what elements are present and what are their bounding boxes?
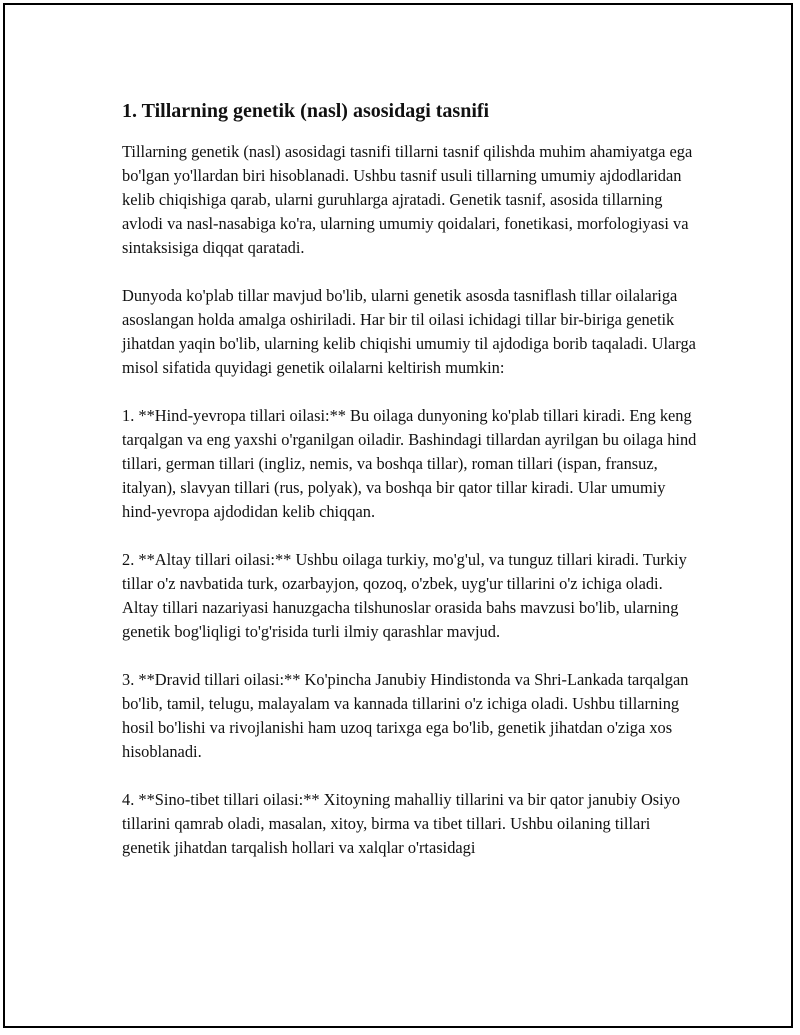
paragraph-altaic: 2. **Altay tillari oilasi:** Ushbu oilaga turkiy, mo'g'ul, va tunguz tillari kiradi. Turkiy tillar o'z navbatida turk, ozarbayjon, qozoq, o'zbek, uyg'ur tillarini o'z ichiga oladi. Altay tillari nazariyasi hanuzgacha tilshunoslar orasida bahs mavzusi bo'lib, ularning genetik bog'liqligi to'g'risida turli ilmiy qarashlar mavjud. (122, 550, 687, 641)
paragraph-sino-tibetan: 4. **Sino-tibet tillari oilasi:** Xitoyning mahalliy tillarini va bir qator janubiy Osiyo tillarini qamrab oladi, masalan, xitoy, birma va tibet tillari. Ushbu oilaning tillari genetik jihatdan tarqalish hollari va xalqlar o'rtasidagi (122, 790, 681, 857)
document-body (122, 98, 702, 884)
section-heading: 1. Tillarning genetik (nasl) asosidagi tasnifi (122, 100, 490, 122)
paragraph-intro: Tillarning genetik (nasl) asosidagi tasnifi tillarni tasnif qilishda muhim ahamiyatga ega bo'lgan yo'llardan biri hisoblanadi. Ushbu tasnif usuli tillarning umumiy ajdodlaridan kelib chiqishiga qarab, ularni guruhlarga ajratadi. Genetik tasnif, asosida tillarning avlodi va nasl-nasabiga ko'ra, ularning umumiy qoidalari, fonetikasi, morfologiyasi va sintaksisiga diqqat qaratadi. (122, 142, 693, 257)
paragraph-families-overview: Dunyoda ko'plab tillar mavjud bo'lib, ularni genetik asosda tasniflash tillar oilalariga asoslangan holda amalga oshiriladi. Har bir til oilasi ichidagi tillar bir-biriga genetik jihatdan yaqin bo'lib, ularning kelib chiqishi umumiy til ajdodiga borib taqaladi. Ularga misol sifatida quyidagi genetik oilalarni keltirish mumkin: (122, 286, 696, 377)
page-frame (3, 3, 793, 1028)
paragraph-indo-european: 1. **Hind-yevropa tillari oilasi:** Bu oilaga dunyoning ko'plab tillari kiradi. Eng keng tarqalgan va eng yaxshi o'rganilgan oiladir. Bashindagi tillardan ayrilgan bu oilaga hind tillari, german tillari (ingliz, nemis, va boshqa tillar), roman tillari (ispan, fransuz, italyan), slavyan tillari (rus, polyak), va boshqa bir qator tillar kiradi. Ular umumiy hind-yevropa ajdodidan kelib chiqqan. (122, 406, 697, 521)
paragraph-dravidian: 3. **Dravid tillari oilasi:** Ko'pincha Janubiy Hindistonda va Shri-Lankada tarqalgan bo'lib, tamil, telugu, malayalam va kannada tillarini o'z ichiga oladi. Ushbu tillarning hosil bo'lishi va rivojlanishi ham uzoq tarixga ega bo'lib, genetik jihatdan o'ziga xos hisoblanadi. (122, 670, 689, 761)
